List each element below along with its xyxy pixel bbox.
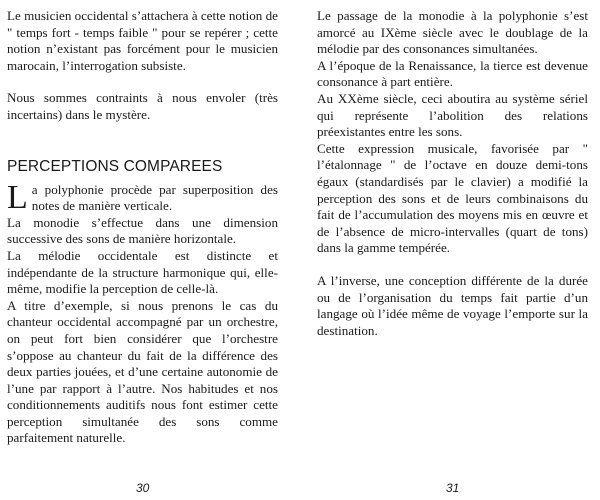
paragraph-with-dropcap [7,178,278,216]
right-page [300,0,600,500]
paragraph: Cette expression musicale, favorisée par " l’étalonnage " de l’octave en douze demi-tons égaux (standardisés par le clavier) a modifié la perception des sons et de leurs combinaisons du fait de l’accumulation des moyens mis en œuvre et de l’absence de micro-intervalles (quart de tons) dans la gamme tempérée. [317,140,588,256]
paragraph-gap [7,74,278,90]
paragraph-gap [317,257,588,273]
paragraph: A l’époque de la Renaissance, la tierce est devenue consonance à part entière. [317,57,588,90]
paragraph: A titre d’exemple, si nous prenons le cas du chanteur occidental accompagné par un orchestre, on peut fort bien considérer que l’orchestre s’oppose au chanteur du fait de la différence des deux parties jouées, et d’une certaine autonomie de l’une par rapport à l’autre. Nos habitudes et nos conditionnements auditifs nous font estimer cette perception simultanée des sons comme parfaitement naturelle. [7,297,278,446]
paragraph: La mélodie occidentale est distincte et indépendante de la structure harmonique qui, elle-même, modifie la perception de celle-là. [7,247,278,297]
paragraph: A l’inverse, une conception différente de la durée ou de l’organisation du temps fait partie d’un langage où l’idée même de voyage l’emporte sur la destination. [317,272,588,338]
paragraph: La monodie s’effectue dans une dimension successive des sons de manière horizontale. [7,214,278,247]
paragraph: Au XXème siècle, ceci aboutira au système sériel qui représente l’abolition des relations préexistantes entre les sons. [317,90,588,140]
paragraph: Le musicien occidental s’attachera à cette notion de " temps fort - temps faible " pour se repérer ; cette notion n’existant pas forcément pour le musicien marocain, l’interrogation subsiste. [7,8,278,73]
paragraph: Le passage de la monodie à la polyphonie s’est amorcé au IXème siècle avec le doublage de la mélodie par des consonances simultanées. [317,8,588,57]
drop-cap: L [7,178,28,216]
page-number: 31 [446,481,460,495]
section-heading: PERCEPTIONS COMPAREES [7,157,223,175]
page-number: 30 [136,481,150,495]
paragraph: Nous sommes contraints à nous envoler (très incertains) dans le mystère. [7,90,278,122]
left-page-text-column [7,8,278,447]
paragraph-text: a polyphonie procède par superposition des notes de manière verticale. [31,181,278,214]
right-page-text-column [317,8,588,339]
